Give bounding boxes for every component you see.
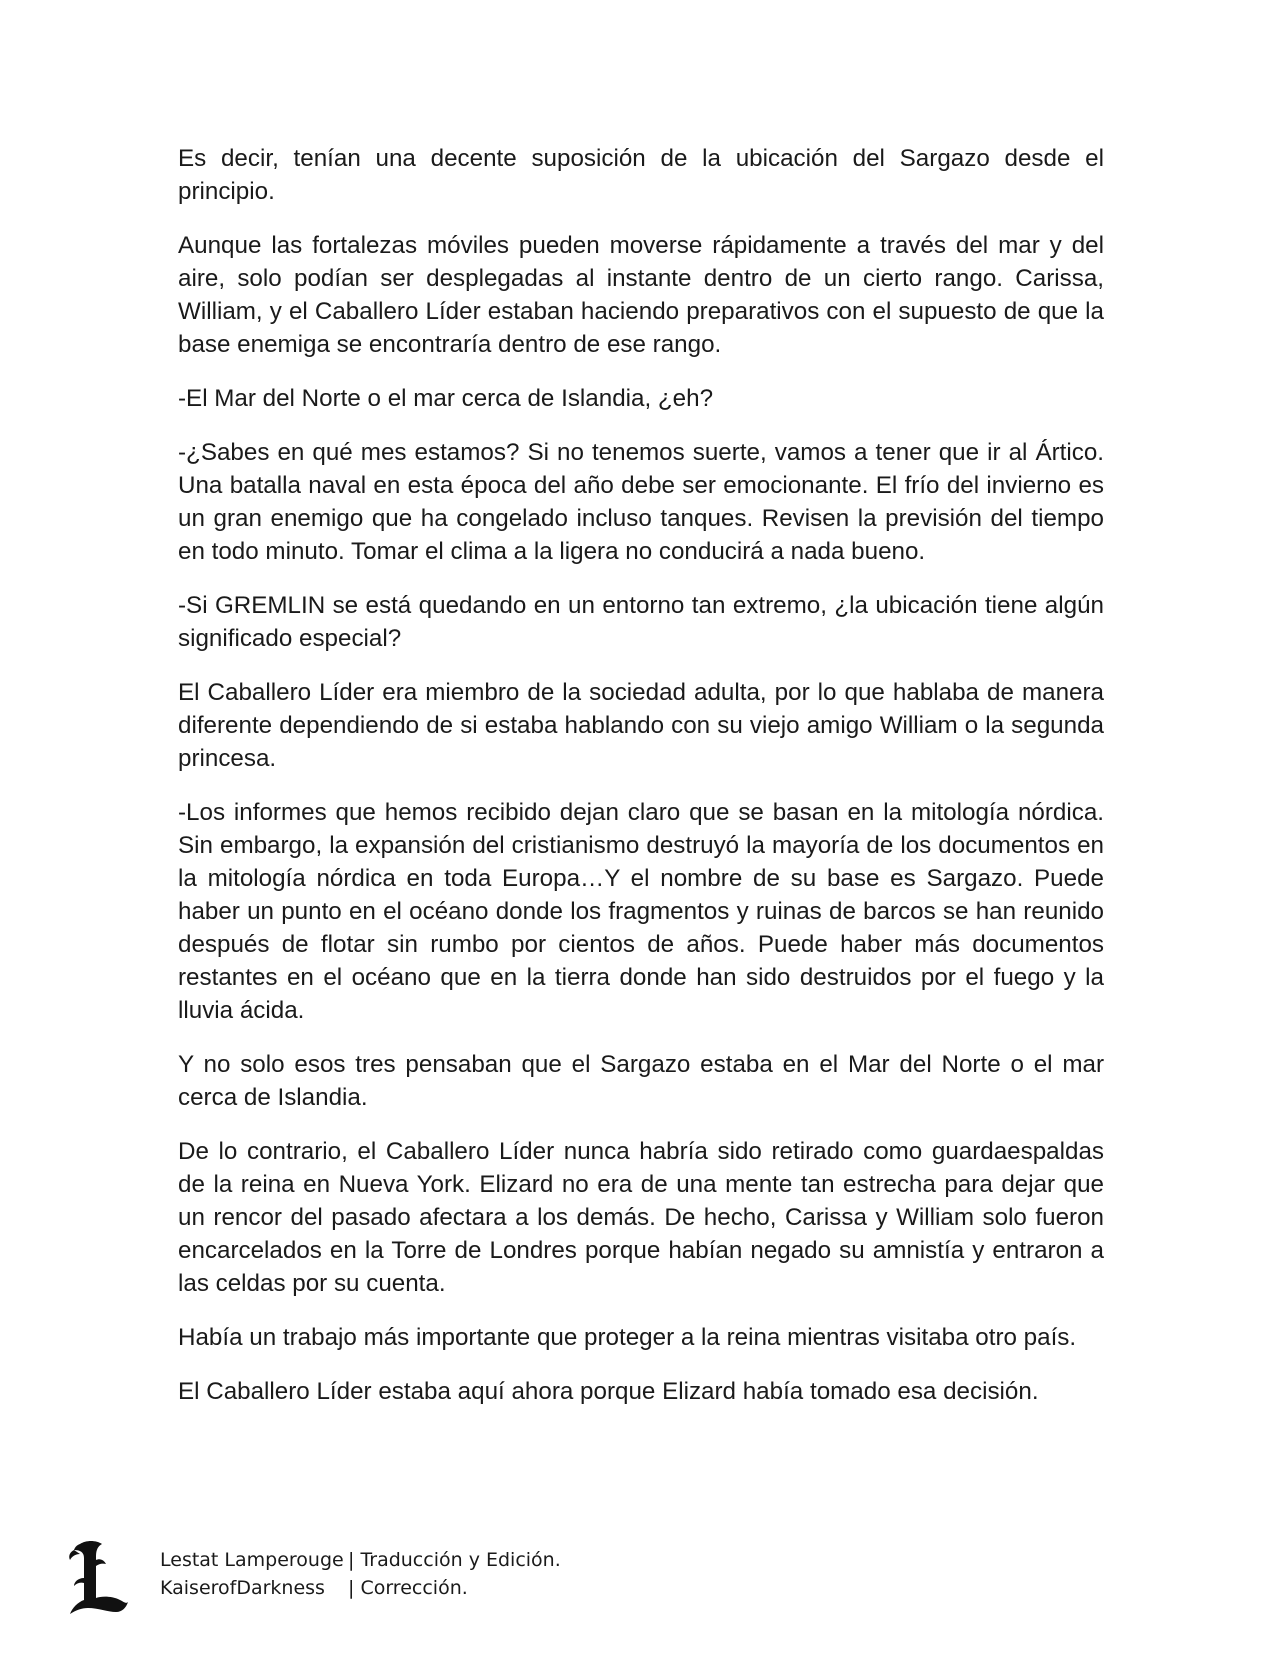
paragraph: De lo contrario, el Caballero Líder nunca habría sido retirado como guardaespaldas de la reina en Nueva York. Elizard no era de una mente tan estrecha para dejar que un rencor del pasado afectara a los demás. De hecho, Carissa y William solo fueron encarcelados en la Torre de Londres porque habían negado su amnistía y entraron a las celdas por su cuenta. bbox=[178, 1138, 1104, 1297]
credit-role: | Traducción y Edición. bbox=[348, 1549, 561, 1571]
credit-name: Lestat Lamperouge bbox=[160, 1549, 344, 1571]
paragraph: Y no solo esos tres pensaban que el Sargazo estaba en el Mar del Norte o el mar cerca de Islandia. bbox=[178, 1051, 1104, 1111]
paragraph: Aunque las fortalezas móviles pueden moverse rápidamente a través del mar y del aire, solo podían ser desplegadas al instante dentro de un cierto rango. Carissa, William, y el Caballero Líder estaban haciendo preparativos con el supuesto de que la base enemiga se encontraría dentro de ese rango. bbox=[178, 232, 1104, 358]
credits bbox=[160, 1546, 561, 1602]
document-body bbox=[178, 142, 1104, 1429]
paragraph: Es decir, tenían una decente suposición de la ubicación del Sargazo desde el principio. bbox=[178, 145, 1104, 205]
paragraph: El Caballero Líder estaba aquí ahora porque Elizard había tomado esa decisión. bbox=[178, 1378, 1039, 1405]
paragraph: Había un trabajo más importante que proteger a la reina mientras visitaba otro país. bbox=[178, 1324, 1077, 1351]
credit-name: KaiserofDarkness bbox=[160, 1577, 325, 1599]
credit-line bbox=[160, 1546, 561, 1574]
credit-role: | Corrección. bbox=[348, 1577, 468, 1599]
paragraph: -¿Sabes en qué mes estamos? Si no tenemos suerte, vamos a tener que ir al Ártico. Una batalla naval en esta época del año debe ser emocionante. El frío del invierno es un gran enemigo que ha congelado incluso tanques. Revisen la previsión del tiempo en todo minuto. Tomar el clima a la ligera no conducirá a nada bueno. bbox=[178, 439, 1104, 565]
gothic-letter-L-icon bbox=[66, 1538, 130, 1618]
paragraph: -Los informes que hemos recibido dejan claro que se basan en la mitología nórdica. Sin embargo, la expansión del cristianismo destruyó la mayoría de los documentos en la mitología nórdica en toda Europa…Y el nombre de su base es Sargazo. Puede haber un punto en el océano donde los fragmentos y ruinas de barcos se han reunido después de flotar sin rumbo por cientos de años. Puede haber más documentos restantes en el océano que en la tierra donde han sido destruidos por el fuego y la lluvia ácida. bbox=[178, 799, 1104, 1024]
paragraph: El Caballero Líder era miembro de la sociedad adulta, por lo que hablaba de manera diferente dependiendo de si estaba hablando con su viejo amigo William o la segunda princesa. bbox=[178, 679, 1104, 772]
page-footer bbox=[66, 1538, 766, 1618]
paragraph: -El Mar del Norte o el mar cerca de Islandia, ¿eh? bbox=[178, 385, 714, 412]
credit-line bbox=[160, 1574, 561, 1602]
paragraph: -Si GREMLIN se está quedando en un entorno tan extremo, ¿la ubicación tiene algún significado especial? bbox=[178, 592, 1104, 652]
